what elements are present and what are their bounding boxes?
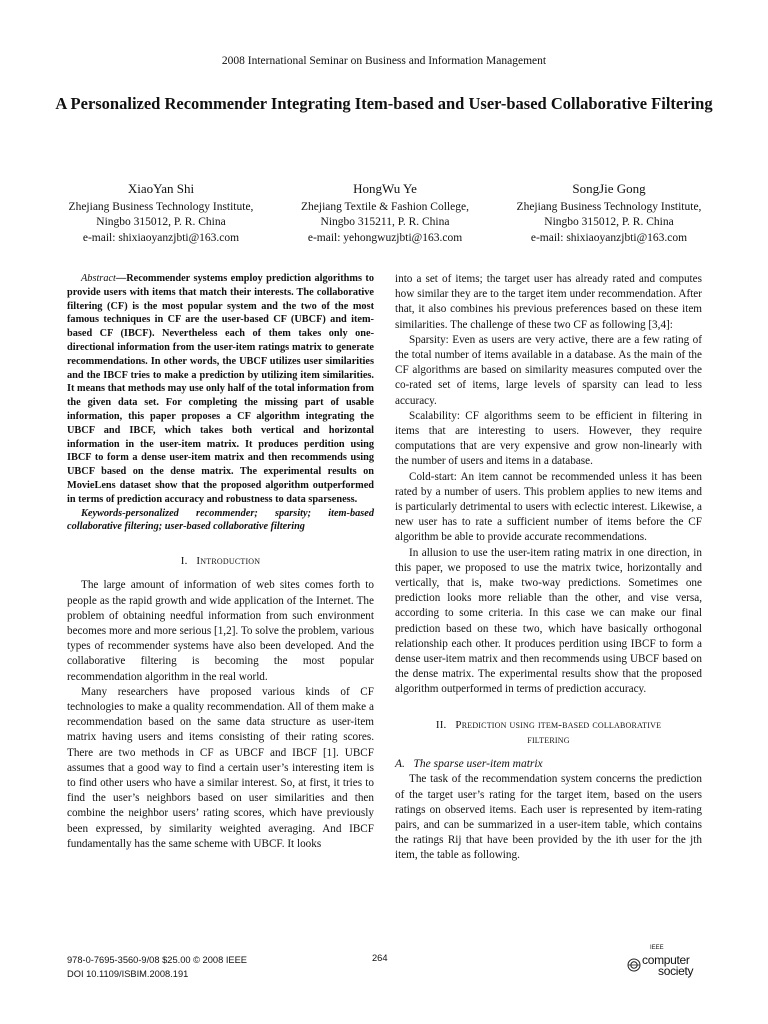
author-1 (55, 181, 267, 246)
section-title: Prediction using item-based collaborative (455, 718, 662, 731)
conference-header: 2008 International Seminar on Business and Information Management (221, 55, 547, 67)
author-email: e-mail: shixiaoyanzjbti@163.com (82, 231, 240, 244)
abstract (67, 272, 374, 507)
left-column (67, 272, 374, 852)
ieee-computer-society-logo (627, 945, 707, 985)
paper-title: A Personalized Recommender Integrating Item-based and User-based Collaborative Filtering (55, 94, 713, 113)
right-column (395, 272, 702, 864)
author-email: e-mail: yehongwuzjbti@163.com (307, 231, 463, 244)
author-email: e-mail: shixiaoyanzjbti@163.com (530, 231, 688, 244)
footer-citation (67, 953, 247, 981)
abstract-label: Abstract (81, 273, 116, 284)
allusion-paragraph: In allusion to use the user-item rating matrix in one direction, in this paper, we proposed to use the matrix twice, horizontally and vertically, that is, make two-way predictions. Sometimes one prediction looks more reliable than the other, and vise versa, according to some criteria. In this case we can make our final prediction based on these two, which have basically orthogonal relationship each other. It produces perdition using IBCF to form a dense user-item matrix and then recommends using UBCF based on the dense matrix. The experimental results show that the proposed algorithm outperformed in terms of prediction accuracy. (395, 546, 702, 696)
author-address: Ningbo 315211, P. R. China (320, 216, 450, 228)
footer-doi: DOI 10.1109/ISBIM.2008.191 (67, 969, 189, 979)
continuation-paragraph: into a set of items; the target user has already rated and computes how similar they are to the target item under recommendation. After that, it also combines his previous preferences based on these item similarities. The challenge of these two CF as following [3,4]: (395, 273, 702, 331)
abstract-dash: — (115, 273, 127, 284)
author-3 (503, 181, 715, 246)
section-heading (395, 718, 702, 748)
author-affiliation: Zhejiang Business Technology Institute, (68, 200, 254, 213)
section-number: I. (180, 555, 188, 568)
logo-ieee-text: IEEE (650, 945, 664, 951)
page-number: 264 (372, 953, 388, 963)
ieee-cs-logo-icon (627, 958, 641, 972)
abstract-text: Recommender systems employ prediction algorithms to provide users with items that match their interests. The collaborative filtering (CF) is the most popular system and the two of the most famous techniques in CF are the user-based CF (UBCF) and item-based CF (IBCF). Nevertheless each of them takes only one-directional information from the user-item ratings matrix to generate recommendations. In other words, the UBCF utilizes user similarities and the IBCF tries to make a prediction by utilizing item similarities. It means that methods may use only half of the total information from the given data set. For completing the missing part of usable information, this paper proposes a CF algorithm integrating the UBCF and IBCF, which takes both vertical and horizontal information in the user-item matrix. It produces perdition using IBCF to form a dense user-item matrix and then recommends using UBCF based on the dense matrix. The experimental results on MovieLens dataset show that the proposed algorithm outperformed in terms of prediction accuracy and robustness to data sparseness. (67, 273, 374, 505)
subsection-label: A. (395, 758, 405, 771)
author-name: SongJie Gong (572, 181, 646, 196)
intro-paragraph-1: The large amount of information of web sites comes forth to people as the rapid growth and wide application of the Internet. The problem of obtaining needful information from such environment becomes more and more serious [1,2]. To solve the problem, various types of recommender systems have also been developed. And the collaborative filtering is becoming the most popular recommendation algorithm in the real world. (67, 579, 374, 683)
subsection-title: The sparse user-item matrix (413, 758, 543, 771)
section-title-cont: filtering (527, 733, 570, 746)
author-2 (279, 181, 491, 246)
subsection-heading (395, 757, 702, 772)
sparsity-paragraph: Sparsity: Even as users are very active, there are a few rating of the total number of items available in a database. As the main of the CF algorithms are based on similarity measures computed over the co-rated set of items, large levels of sparsity can lead to less accuracy. (395, 333, 702, 407)
logo-word-computer: computer (642, 953, 690, 967)
matrix-paragraph: The task of the recommendation system concerns the prediction of the target user’s rating for the target item, based on the users ratings on observed items. Each user is represented by item-rating pairs, and can be summarized in a user-item table, which contains the ratings Rij that have been provided by the ith user for the jth item, the table as following. (395, 773, 702, 862)
author-address: Ningbo 315012, P. R. China (96, 216, 226, 228)
footer-isbn: 978-0-7695-3560-9/08 $25.00 © 2008 IEEE (67, 955, 248, 965)
section-title: Introduction (196, 555, 261, 568)
logo-word-society: society (658, 964, 694, 978)
scalability-paragraph: Scalability: CF algorithms seem to be efficient in filtering in items that are interesting to users. However, they require computations that are very expensive and grow non-linearly with the number of users and items in a database. (395, 409, 702, 468)
author-affiliation: Zhejiang Textile & Fashion College, (301, 200, 469, 213)
cold-start-paragraph: Cold-start: An item cannot be recommended unless it has been rated by a number of users. This problem applies to new items and is particularly detrimental to users with eclectic interest. Likewise, a new user has to rate a sufficient number of items before the CF algorithm be able to provide accurate recommendations. (395, 470, 702, 544)
intro-paragraph-2: Many researchers have proposed various kinds of CF technologies to make a quality recommendation. All of them make a recommendation based on the same data structure as user-item matrix having users and items consisting of their rating scores. There are two methods in CF as UBCF and IBCF [1]. UBCF assumes that a good way to find a certain user’s interesting item is to find other users who have a similar interest. So, at first, it tries to find the user’s neighbors based on user similarities and then combine the neighbor users’ rating scores, which have previously been expressed, by similarity weighted averaging. And IBCF fundamentally has the same scheme with UBCF. It looks (67, 685, 374, 850)
author-name: HongWu Ye (353, 181, 417, 196)
section-heading (67, 554, 374, 569)
author-affiliation: Zhejiang Business Technology Institute, (516, 200, 702, 213)
author-block (55, 181, 715, 246)
keywords: Keywords-personalized recommender; sparsity; item-based collaborative filtering; user-based collaborative filtering (67, 507, 374, 533)
author-address: Ningbo 315012, P. R. China (544, 216, 674, 228)
author-name: XiaoYan Shi (127, 181, 195, 196)
section-number: II. (435, 718, 447, 731)
